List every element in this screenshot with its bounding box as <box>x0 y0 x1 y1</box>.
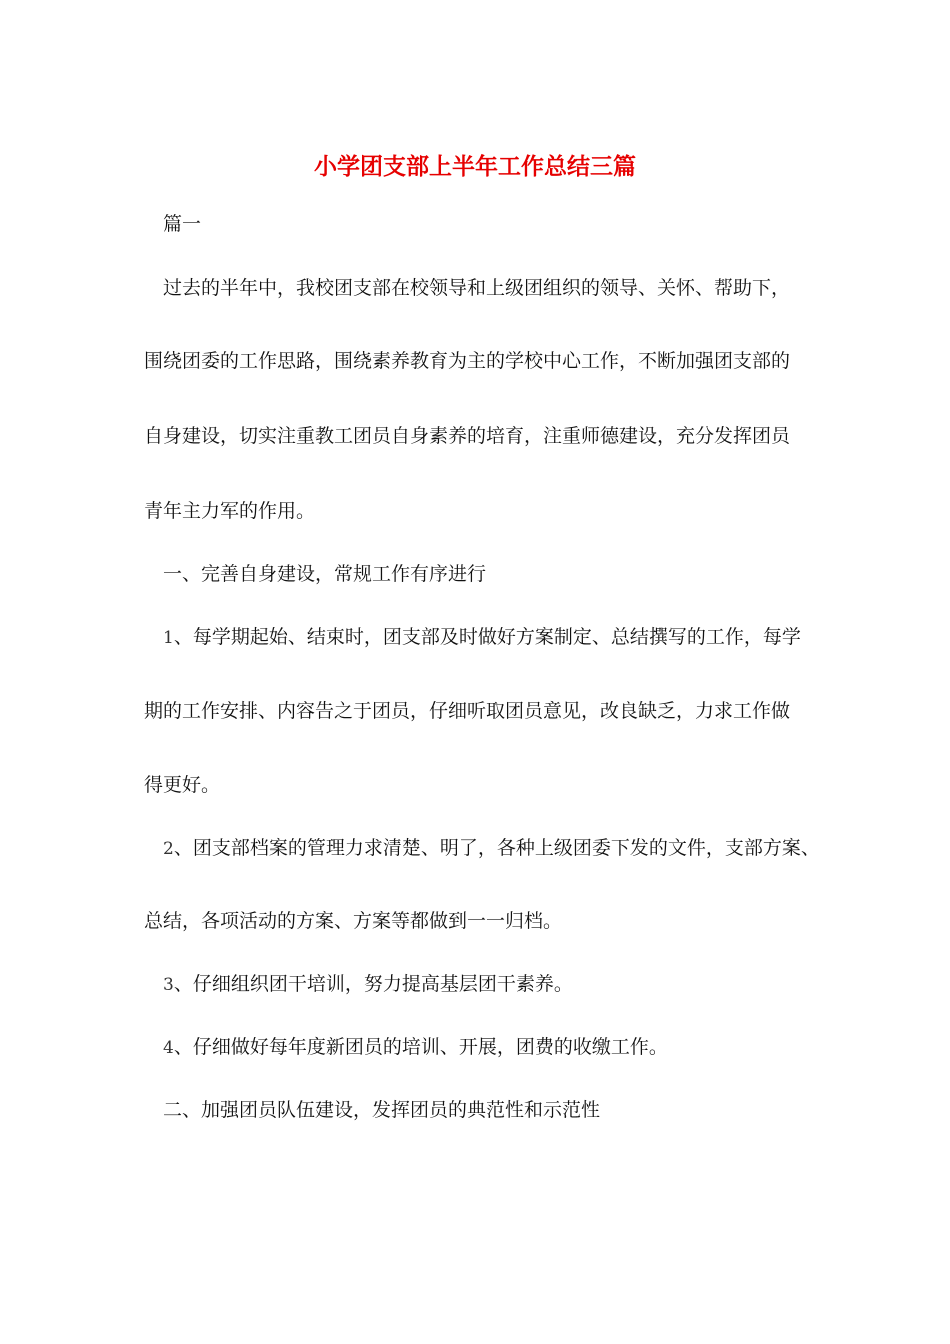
intro-line-2: 围绕团委的工作思路，围绕素养教育为主的学校中心工作，不断加强团支部的 <box>144 350 791 372</box>
item-3-number: 3 <box>163 975 174 995</box>
section-heading-2: 二、加强团员队伍建设，发挥团员的典范性和示范性 <box>163 1099 601 1121</box>
item-2-line-1 <box>163 834 820 863</box>
item-3-line <box>163 970 573 999</box>
item-2-line-2: 总结，各项活动的方案、方案等都做到一一归档。 <box>144 910 563 932</box>
item-4-number: 4 <box>163 1038 174 1058</box>
section-heading-1: 一、完善自身建设，常规工作有序进行 <box>163 563 487 585</box>
intro-line-1: 过去的半年中，我校团支部在校领导和上级团组织的领导、关怀、帮助下， <box>163 277 791 299</box>
section-label: 篇一 <box>163 213 202 235</box>
item-1-number: 1 <box>163 628 174 648</box>
item-4-text: 、仔细做好每年度新团员的培训、开展，团费的收缴工作。 <box>173 1036 668 1058</box>
item-2-number: 2 <box>163 839 174 859</box>
intro-line-4: 青年主力军的作用。 <box>144 500 316 522</box>
item-4-line <box>163 1033 668 1062</box>
item-1-line-2: 期的工作安排、内容告之于团员，仔细听取团员意见，改良缺乏，力求工作做 <box>144 700 791 722</box>
document-title: 小学团支部上半年工作总结三篇 <box>314 153 636 180</box>
item-1-line-3: 得更好。 <box>144 774 221 796</box>
item-2-text: 、团支部档案的管理力求清楚、明了，各种上级团委下发的文件，支部方案、 <box>173 837 820 859</box>
item-3-text: 、仔细组织团干培训，努力提高基层团干素养。 <box>173 973 573 995</box>
item-1-line-1 <box>163 623 801 652</box>
intro-line-3: 自身建设，切实注重教工团员自身素养的培育，注重师德建设，充分发挥团员 <box>144 425 791 447</box>
item-1-text: 、每学期起始、结束时，团支部及时做好方案制定、总结撰写的工作，每学 <box>173 626 801 648</box>
